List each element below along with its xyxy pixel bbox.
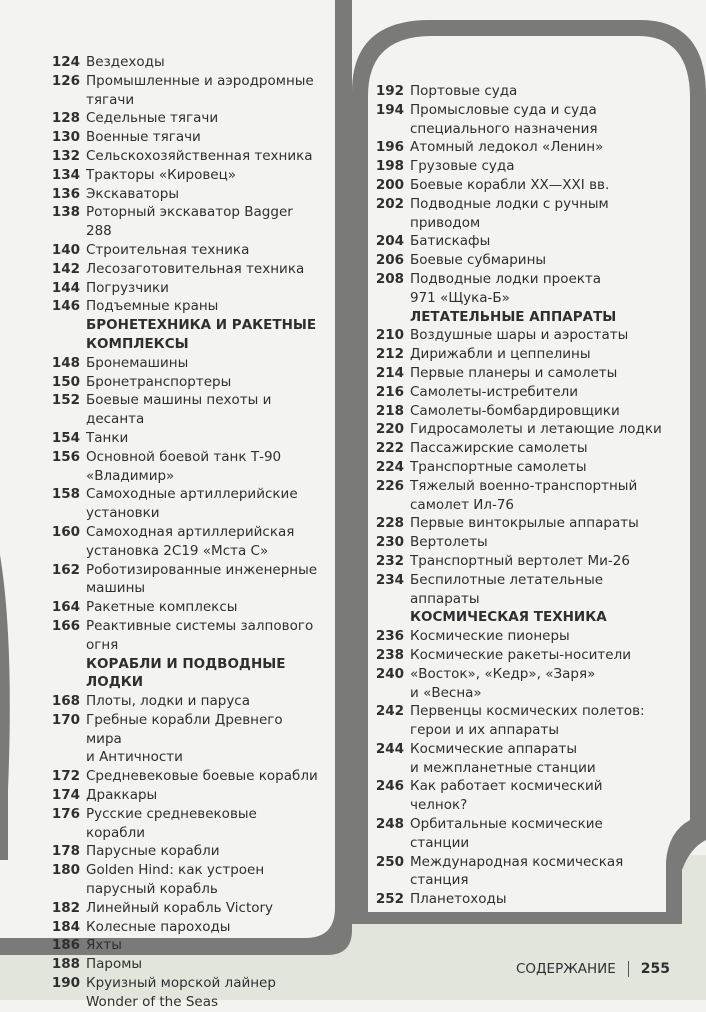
toc-page-number: 170 [51, 711, 80, 728]
footer-separator [628, 961, 629, 977]
toc-entry [374, 138, 674, 157]
toc-page-number: 134 [51, 166, 80, 183]
toc-entry-title: Боевые корабли XX—XXI вв. [410, 176, 610, 193]
toc-entry-title: Тракторы «Кировец» [86, 166, 237, 183]
toc-page-number: 190 [51, 975, 80, 992]
toc-page-number: 184 [51, 918, 80, 935]
toc-entry-title: Самоходные артиллерийские установки [86, 486, 298, 522]
toc-entry [374, 251, 674, 270]
toc-page-number: 198 [375, 158, 404, 175]
toc-entry [374, 477, 674, 515]
toc-entry [44, 955, 319, 974]
toc-entry [44, 72, 319, 110]
toc-entry-title: Ракетные комплексы [86, 599, 238, 616]
toc-entry [44, 899, 319, 918]
toc-entry-title: Промысловые суда и суда специального назначения [410, 101, 598, 137]
toc-page-number: 178 [51, 843, 80, 860]
toc-entry-title: Круизный морской лайнер Wonder of the Seas [86, 975, 276, 1010]
toc-entry-title: Транспортные самолеты [410, 458, 587, 475]
toc-entry-title: Подводные лодки с ручным приводом [410, 195, 609, 231]
toc-entry [374, 740, 674, 778]
toc-entry [374, 82, 674, 101]
toc-page-number: 248 [375, 816, 404, 833]
toc-entry-title: Яхты [86, 937, 122, 954]
toc-page-number: 154 [51, 429, 80, 446]
toc-entry-title: Промышленные и аэродромные тягачи [86, 72, 314, 108]
page-footer [516, 961, 670, 977]
toc-entry-title: Основной боевой танк Т-90 «Владимир» [86, 448, 282, 484]
toc-entry [374, 270, 674, 308]
toc-entry-title: Паромы [86, 956, 143, 973]
toc-entry-title: Самолеты-истребители [410, 383, 579, 400]
toc-entry-title: Дирижабли и цеппелины [410, 346, 591, 363]
toc-entry [44, 767, 319, 786]
toc-entry [44, 598, 319, 617]
toc-entry [374, 627, 674, 646]
toc-entry [44, 185, 319, 204]
toc-entry-title: Боевые субмарины [410, 252, 547, 269]
toc-entry [374, 665, 674, 703]
toc-entry [44, 166, 319, 185]
toc-entry-title: Военные тягачи [86, 129, 201, 146]
toc-entry [374, 815, 674, 853]
toc-page-number: 146 [51, 298, 80, 315]
toc-entry [44, 260, 319, 279]
toc-entry-title: Русские средневековые корабли [86, 805, 257, 841]
toc-entry-title: Космические ракеты-носители [410, 646, 632, 663]
toc-entry-title: Роторный экскаватор Bagger 288 [86, 204, 293, 240]
toc-entry [374, 402, 674, 421]
toc-entry-title: Первые планеры и самолеты [410, 364, 618, 381]
toc-entry [374, 157, 674, 176]
toc-entry-title: Линейный корабль Victory [86, 899, 274, 916]
toc-entry-title: Роботизированные инженерные машины [86, 561, 318, 597]
toc-entry-title: Гребные корабли Древнего мира и Античности [86, 711, 283, 766]
toc-entry-title: Пассажирские самолеты [410, 440, 588, 457]
toc-entry-title: Батискафы [410, 233, 491, 250]
toc-entry [374, 777, 674, 815]
toc-page-number: 234 [375, 571, 404, 588]
toc-page-number: 206 [375, 252, 404, 269]
toc-page-number: 130 [51, 129, 80, 146]
toc-entry-title: Седельные тягачи [86, 110, 219, 127]
toc-entry-title: Атомный ледокол «Ленин» [410, 139, 604, 156]
toc-page-number: 180 [51, 862, 80, 879]
toc-entry [374, 439, 674, 458]
toc-entry-title: Воздушные шары и аэростаты [410, 327, 629, 344]
toc-entry-title: Погрузчики [86, 279, 169, 296]
section-title: ЛЕТАТЕЛЬНЫЕ АППАРАТЫ [410, 308, 617, 325]
toc-entry [44, 523, 319, 561]
toc-page-number: 208 [375, 270, 404, 287]
toc-entry-title: Портовые суда [410, 83, 518, 99]
toc-page-number: 162 [51, 561, 80, 578]
toc-section-heading [44, 316, 319, 354]
toc-entry-title: Колесные пароходы [86, 918, 231, 935]
toc-page-number: 156 [51, 448, 80, 465]
toc-section-heading [374, 308, 674, 327]
toc-entry [44, 241, 319, 260]
toc-entry [44, 203, 319, 241]
toc-entry [374, 383, 674, 402]
toc-page-number: 214 [375, 364, 404, 381]
toc-entry-title: Самолеты-бомбардировщики [410, 402, 620, 419]
toc-page-number: 246 [375, 778, 404, 795]
toc-page-number: 238 [375, 646, 404, 663]
toc-entry-title: Реактивные системы залпового огня [86, 617, 314, 653]
toc-entry [44, 786, 319, 805]
toc-entry-title: Первенцы космических полетов: герои и их аппараты [410, 703, 645, 739]
toc-entry-title: Боевые машины пехоты и десанта [86, 392, 272, 428]
toc-page-number: 244 [375, 740, 404, 757]
toc-entry [374, 890, 674, 909]
toc-entry-title: Транспортный вертолет Ми-26 [410, 552, 630, 569]
footer-label: СОДЕРЖАНИЕ [515, 961, 616, 977]
toc-right-column [374, 82, 674, 909]
toc-entry [374, 702, 674, 740]
toc-page-number: 230 [375, 534, 404, 551]
toc-page-number: 148 [51, 354, 80, 371]
toc-page-number: 232 [375, 552, 404, 569]
toc-entry-title: Танки [86, 429, 129, 446]
toc-left-column [44, 53, 319, 1012]
toc-page-number: 240 [375, 665, 404, 682]
toc-page-number: 194 [375, 101, 404, 118]
toc-section-heading [374, 608, 674, 627]
toc-entry [374, 101, 674, 139]
toc-page-number: 242 [375, 703, 404, 720]
toc-entry [374, 195, 674, 233]
toc-page-number: 150 [51, 373, 80, 390]
toc-page-number: 182 [51, 899, 80, 916]
toc-entry [44, 279, 319, 298]
toc-page-number: 228 [375, 515, 404, 532]
toc-page-number: 226 [375, 477, 404, 494]
toc-entry [374, 232, 674, 251]
toc-page-number: 196 [375, 139, 404, 156]
toc-entry [374, 364, 674, 383]
toc-entry [44, 429, 319, 448]
toc-page-number: 186 [51, 937, 80, 954]
toc-entry-title: Бронемашины [86, 354, 189, 371]
toc-entry [44, 448, 319, 486]
toc-page-number: 174 [51, 787, 80, 804]
toc-page-number: 200 [375, 176, 404, 193]
toc-page-number: 140 [51, 241, 80, 258]
toc-page-number: 204 [375, 233, 404, 250]
toc-entry [44, 297, 319, 316]
toc-entry-title: Плоты, лодки и паруса [86, 693, 251, 710]
toc-entry [44, 391, 319, 429]
toc-entry-title: «Восток», «Кедр», «Заря» и «Весна» [410, 665, 596, 701]
toc-entry [374, 646, 674, 665]
toc-entry-title: Подъемные краны [86, 298, 219, 315]
toc-entry-title: Golden Hind: как устроен парусный корабль [86, 862, 265, 898]
toc-page-number: 124 [51, 54, 80, 70]
toc-entry-title: Экскаваторы [86, 185, 180, 202]
toc-page-number: 236 [375, 628, 404, 645]
toc-entry [374, 514, 674, 533]
toc-page-number: 210 [375, 327, 404, 344]
toc-page-number: 224 [375, 458, 404, 475]
toc-entry-title: Первые винтокрылые аппараты [410, 515, 639, 532]
toc-page-number: 188 [51, 956, 80, 973]
toc-entry-title: Лесозаготовительная техника [86, 260, 305, 277]
toc-entry-title: Космические аппараты и межпланетные станции [410, 740, 596, 776]
toc-entry [374, 552, 674, 571]
toc-entry [374, 458, 674, 477]
toc-page-number: 222 [375, 440, 404, 457]
toc-entry [44, 109, 319, 128]
toc-page-number: 250 [375, 853, 404, 870]
toc-entry-title: Космические пионеры [410, 628, 570, 645]
toc-entry-title: Международная космическая станция [410, 853, 624, 889]
toc-entry [374, 176, 674, 195]
toc-entry-title: Самоходная артиллерийская установка 2С19 «Мста С» [86, 523, 295, 559]
toc-page-number: 144 [51, 279, 80, 296]
toc-entry-title: Вертолеты [410, 534, 488, 551]
toc-entry [374, 533, 674, 552]
toc-entry [44, 805, 319, 843]
toc-entry [44, 354, 319, 373]
toc-entry-title: Драккары [86, 787, 158, 804]
toc-page-number: 172 [51, 768, 80, 785]
toc-page-number: 220 [375, 421, 404, 438]
toc-page-number: 158 [51, 486, 80, 503]
toc-page-number: 136 [51, 185, 80, 202]
toc-entry-title: Парусные корабли [86, 843, 220, 860]
toc-entry [44, 53, 319, 72]
section-title: КОРАБЛИ И ПОДВОДНЫЕ ЛОДКИ [86, 655, 286, 691]
toc-entry-title: Вездеходы [86, 54, 165, 70]
toc-entry [44, 711, 319, 767]
toc-entry [44, 936, 319, 955]
toc-entry-title: Грузовые суда [410, 158, 515, 175]
toc-entry-title: Сельскохозяйственная техника [86, 147, 313, 164]
toc-entry [374, 420, 674, 439]
toc-page-number: 152 [51, 392, 80, 409]
toc-entry [44, 561, 319, 599]
toc-entry [44, 485, 319, 523]
toc-entry-title: Бронетранспортеры [86, 373, 232, 390]
toc-entry [44, 147, 319, 166]
toc-entry-title: Беспилотные летательные аппараты [410, 571, 604, 607]
toc-entry [374, 853, 674, 891]
toc-page-number: 192 [375, 83, 404, 99]
page-number: 255 [640, 961, 670, 977]
toc-entry [44, 861, 319, 899]
toc-entry-title: Гидросамолеты и летающие лодки [410, 421, 662, 438]
toc-page-number: 138 [51, 204, 80, 221]
toc-page-number: 126 [51, 72, 80, 89]
toc-entry [374, 326, 674, 345]
toc-page-number: 212 [375, 346, 404, 363]
toc-page-number: 166 [51, 617, 80, 634]
toc-entry [44, 617, 319, 655]
toc-section-heading [44, 655, 319, 693]
toc-entry [44, 373, 319, 392]
toc-entry [44, 842, 319, 861]
toc-entry-title: Как работает космический челнок? [410, 778, 603, 814]
toc-entry [44, 974, 319, 1012]
toc-entry-title: Тяжелый военно-транспортный самолет Ил-76 [410, 477, 638, 513]
section-title: БРОНЕТЕХНИКА И РАКЕТНЫЕ КОМПЛЕКСЫ [86, 317, 317, 352]
toc-entry-title: Орбитальные космические станции [410, 816, 603, 851]
toc-entry-title: Средневековые боевые корабли [86, 768, 318, 785]
toc-entry [44, 128, 319, 147]
toc-page-number: 218 [375, 402, 404, 419]
toc-page-number: 202 [375, 195, 404, 212]
toc-page-number: 176 [51, 805, 80, 822]
toc-page-number: 132 [51, 147, 80, 164]
toc-entry [44, 692, 319, 711]
toc-entry [44, 918, 319, 937]
toc-page-number: 164 [51, 599, 80, 616]
toc-page-number: 168 [51, 693, 80, 710]
section-title: КОСМИЧЕСКАЯ ТЕХНИКА [410, 609, 607, 626]
toc-page-number: 142 [51, 260, 80, 277]
toc-entry-title: Подводные лодки проекта 971 «Щука-Б» [410, 270, 602, 306]
toc-page-number: 252 [375, 891, 404, 908]
toc-page-number: 160 [51, 523, 80, 540]
toc-entry-title: Строительная техника [86, 241, 250, 258]
toc-entry [374, 345, 674, 364]
toc-page-number: 216 [375, 383, 404, 400]
toc-entry [374, 571, 674, 609]
toc-entry-title: Планетоходы [410, 891, 507, 908]
toc-page-number: 128 [51, 110, 80, 127]
